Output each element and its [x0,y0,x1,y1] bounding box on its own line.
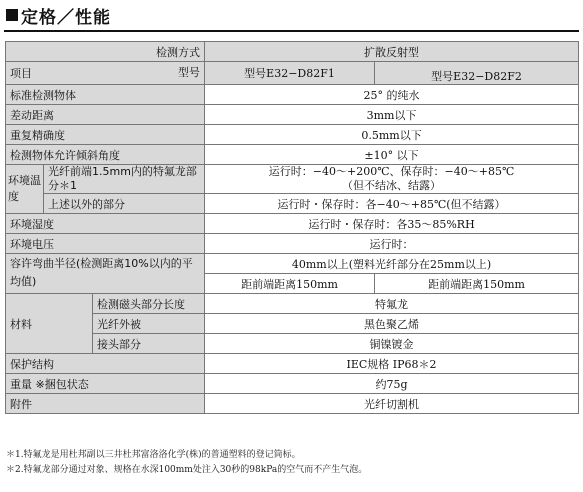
accessory-label: 附件 [6,394,205,414]
protection-label: 保护结构 [6,354,205,374]
item-model-header-cell [6,62,205,85]
env-voltage-value: 运行时： [205,234,579,254]
table-row [6,85,579,105]
bend-sub-value1: 距前端距离150mm [205,274,375,294]
tilt-label: 检测物体允许倾斜角度 [6,145,205,165]
material-joint-value: 铜镍镀金 [205,334,579,354]
diff-dist-label: 差动距离 [6,105,205,125]
std-object-label: 标准检测物体 [6,85,205,105]
material-label: 材料 [6,294,93,354]
env-voltage-label: 环境电压 [6,234,205,254]
model-label: 型号 [178,66,201,79]
model2-header: 型号E32−D82F2 [375,62,579,85]
weight-value: 约75g [205,374,579,394]
table-row [6,125,579,145]
std-object-value: 25° 的纯水 [205,85,579,105]
tilt-value: ±10° 以下 [205,145,579,165]
table-row [6,254,579,274]
table-row [6,62,579,85]
spec-table [5,41,579,414]
table-row [6,165,579,194]
model1-header: 型号E32−D82F1 [205,62,375,85]
table-row [6,214,579,234]
table-row [6,354,579,374]
table-row [6,374,579,394]
material-sheath-label: 光纤外被 [93,314,205,334]
bend-sub-value2: 距前端距离150mm [375,274,579,294]
footnote-1: ＊1.特氟龙是用杜邦副以三井杜邦富洛洛化学(株)的普通塑料的登记筒标。 [6,450,301,460]
table-row [6,42,579,62]
repeat-label: 重复精确度 [6,125,205,145]
bend-label: 容许弯曲半径(检测距离10%以内的平均值) [6,254,205,294]
env-humidity-value: 运行时・保存时：各35〜85%RH [205,214,579,234]
material-head-label: 检测磁头部分长度 [93,294,205,314]
env-temp-sub1-label: 光纤前端1.5mm内的特氟龙部分＊1 [44,165,205,194]
env-temp-label: 环境温度 [6,165,44,214]
table-row [6,105,579,125]
diff-dist-value: 3mm以下 [205,105,579,125]
weight-label: 重量 ※捆包状态 [6,374,205,394]
repeat-value: 0.5mm以下 [205,125,579,145]
env-humidity-label: 环境湿度 [6,214,205,234]
table-row [6,294,579,314]
title-square-icon [6,9,18,21]
table-row [6,234,579,254]
method-label: 检测方式 [6,42,205,62]
bend-value: 40mm以上(塑料光纤部分在25mm以上) [205,254,579,274]
material-sheath-value: 黑色聚乙烯 [205,314,579,334]
env-temp-sub1-line2: （但不结冰、结露） [342,179,442,192]
protection-value: IEC规格 IP68＊2 [205,354,579,374]
env-temp-sub2-label: 上述以外的部分 [44,194,205,214]
material-head-value: 特氟龙 [205,294,579,314]
title-rule [4,30,579,32]
env-temp-sub1-value [205,165,579,194]
table-row [6,145,579,165]
method-value: 扩散反射型 [205,42,579,62]
env-temp-sub2-value: 运行时・保存时：各−40〜+85℃(但不结露） [205,194,579,214]
footnote-2: ＊2.特氟龙部分通过对象、规格在水深100mm处注入30秒的98kPa的空气而不产生气泡。 [6,465,368,475]
env-temp-sub1-line1: 运行时：−40〜+200℃、保存时：−40〜+85℃ [268,165,515,178]
title-text: 定格／性能 [21,7,111,28]
table-row [6,394,579,414]
section-title [6,4,111,26]
item-label: 项目 [10,67,32,80]
table-row [6,194,579,214]
material-joint-label: 接头部分 [93,334,205,354]
accessory-value: 光纤切割机 [205,394,579,414]
